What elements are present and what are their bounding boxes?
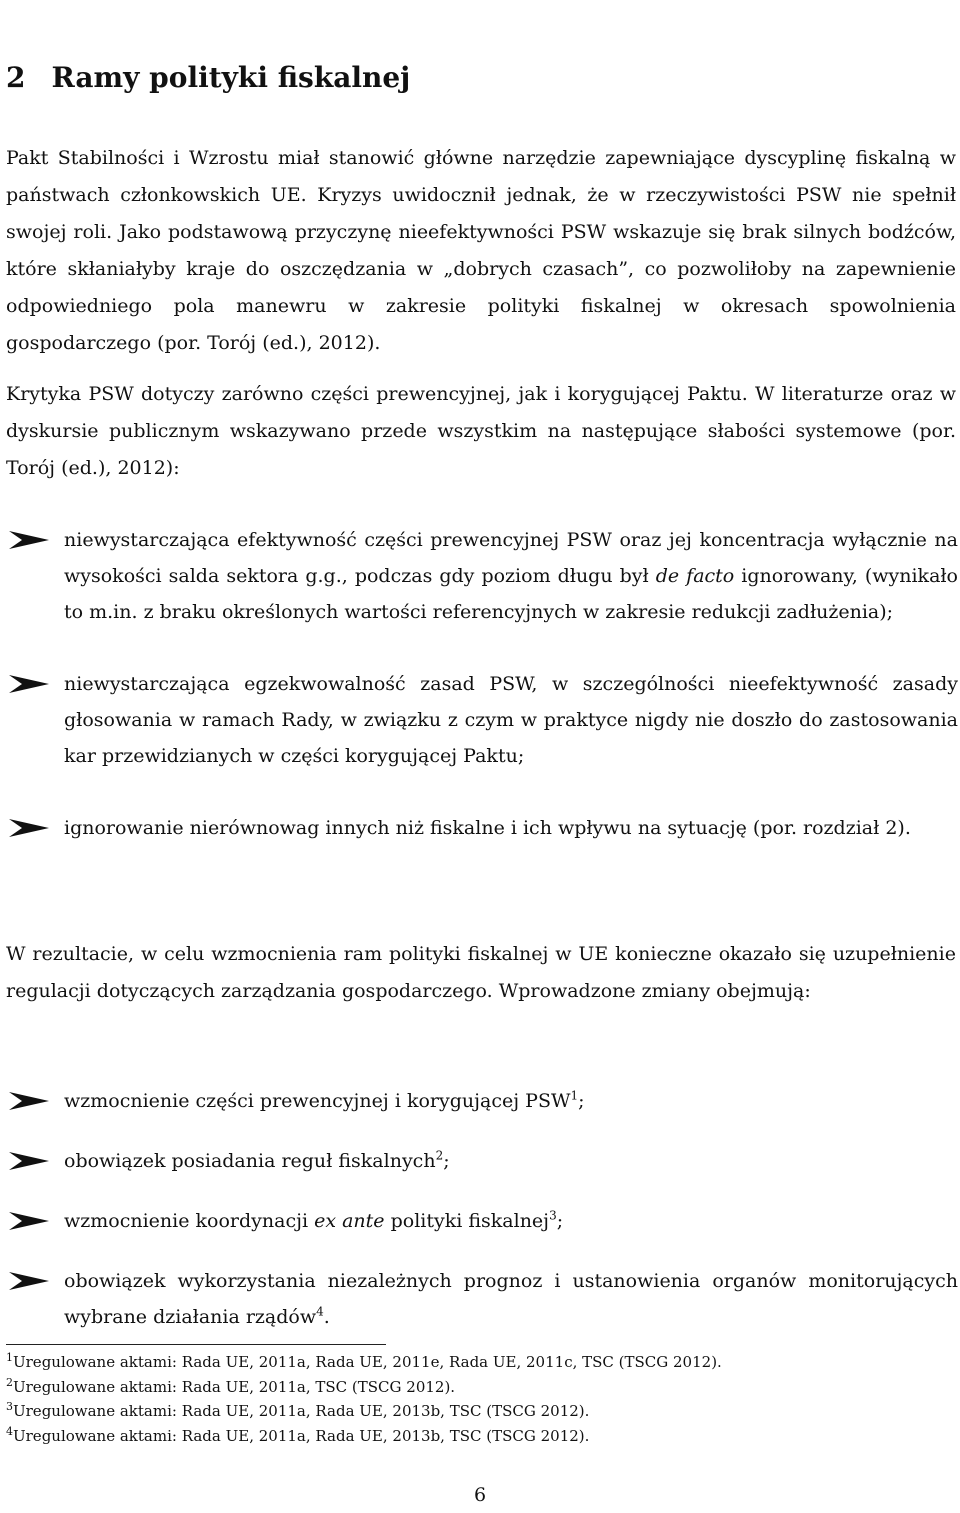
arrowhead-bullet-icon: [8, 674, 50, 694]
footnote-text: Uregulowane aktami: Rada UE, 2011a, TSC (TSCG 2012).: [13, 1377, 456, 1396]
italic-term: de facto: [655, 565, 735, 587]
arrowhead-bullet-icon: [8, 1151, 50, 1171]
list-item: [0, 522, 958, 630]
list-item-text: wzmocnienie koordynacji ex ante polityki fiskalnej$^3$;: [64, 1208, 564, 1232]
paragraph-results: W rezultacie, w celu wzmocnienia ram polityki fiskalnej w UE konieczne okazało się uzupełnienie regulacji dotyczących zarządzania gospodarczego. Wprowadzone zmiany obejmują:: [6, 943, 956, 1002]
footnote: [6, 1375, 946, 1400]
list-item-text: niewystarczająca egzekwowalność zasad PSW, w szczególności nieefektywność zasady głosowania w ramach Rady, w związku z czym w praktyce nigdy nie doszło do zastosowania kar przewidzianych w części korygującej Paktu;: [64, 673, 958, 767]
footnote: [6, 1424, 946, 1449]
paragraph-intro: Pakt Stabilności i Wzrostu miał stanowić główne narzędzie zapewniające dyscyplinę fiskalną w państwach członkowskich UE. Kryzys uwidocznił jednak, że w rzeczywistości PSW nie spełnił swojej roli. Jako podstawową przyczynę nieefektywności PSW wskazuje się brak silnych bodźców, które skłaniałyby kraje do oszczędzania w „dobrych czasach”, co pozwoliłoby na zapewnienie odpowiedniego pola manewru w zakresie polityki fiskalnej w okresach spowolnienia gospodarczego (por. Torój (ed.), 2012).: [6, 147, 956, 354]
footnote-text: Uregulowane aktami: Rada UE, 2011a, Rada UE, 2013b, TSC (TSCG 2012).: [13, 1426, 590, 1445]
list-item: [0, 1083, 958, 1119]
footnote-mark: 1: [6, 1351, 13, 1364]
footnote: [6, 1399, 946, 1424]
list-item: [0, 1203, 958, 1239]
changes-list: [0, 1083, 958, 1335]
paragraph-criticism: Krytyka PSW dotyczy zarówno części prewencyjnej, jak i korygującej Paktu. W literaturze oraz w dyskursie publicznym wskazywano przede wszystkim na następujące słabości systemowe (por. Torój (ed.), 2012):: [6, 383, 956, 479]
list-item-text: obowiązek wykorzystania niezależnych prognoz i ustanowienia organów monitorujących wybrane działania rządów$^4$.: [64, 1270, 958, 1328]
footnotes-list: [6, 1350, 946, 1448]
footnote-ref[interactable]: 2: [435, 1148, 444, 1163]
section-number: 2: [6, 61, 26, 94]
arrowhead-bullet-icon: [8, 818, 50, 838]
arrowhead-bullet-icon: [8, 1091, 50, 1111]
list-item-text: ignorowanie nierównowag innych niż fiskalne i ich wpływu na sytuację (por. rozdział 2).: [64, 817, 911, 839]
footnote-separator: [6, 1344, 386, 1345]
footnote-mark: 2: [6, 1375, 13, 1389]
weaknesses-list: [0, 522, 958, 846]
footnote-ref[interactable]: 1: [570, 1088, 579, 1103]
list-item: [0, 1143, 958, 1179]
list-item-text: obowiązek posiadania reguł fiskalnych$^2$;: [64, 1148, 450, 1172]
footnote: [6, 1350, 946, 1375]
list-item: [0, 666, 958, 774]
arrowhead-bullet-icon: [8, 530, 50, 550]
section-heading: [6, 58, 410, 98]
footnote-mark: 4: [6, 1424, 13, 1438]
italic-term: ex ante: [314, 1210, 385, 1232]
arrowhead-bullet-icon: [8, 1211, 50, 1231]
list-item-text: niewystarczająca efektywność części prewencyjnej PSW oraz jej koncentracja wyłącznie na wysokości salda sektora g.g., podczas gdy poziom długu był de facto ignorowany, (wynikało to m.in. z braku określonych wartości referencyjnych w zakresie redukcji zadłużenia);: [64, 529, 958, 623]
footnote-ref[interactable]: 3: [549, 1208, 557, 1223]
footnote-text: Uregulowane aktami: Rada UE, 2011a, Rada UE, 2013b, TSC (TSCG 2012).: [13, 1402, 590, 1420]
list-item: [0, 1263, 958, 1335]
list-item-text: wzmocnienie części prewencyjnej i korygującej PSW$^1$;: [64, 1088, 585, 1112]
footnote-mark: 3: [6, 1400, 13, 1413]
list-item: [0, 810, 958, 846]
section-title: Ramy polityki fiskalnej: [51, 61, 411, 94]
footnote-ref[interactable]: 4: [316, 1304, 324, 1319]
arrowhead-bullet-icon: [8, 1271, 50, 1291]
page-number: 6: [473, 1484, 487, 1506]
footnote-text: Uregulowane aktami: Rada UE, 2011a, Rada UE, 2011e, Rada UE, 2011c, TSC (TSCG 2012).: [13, 1353, 722, 1371]
